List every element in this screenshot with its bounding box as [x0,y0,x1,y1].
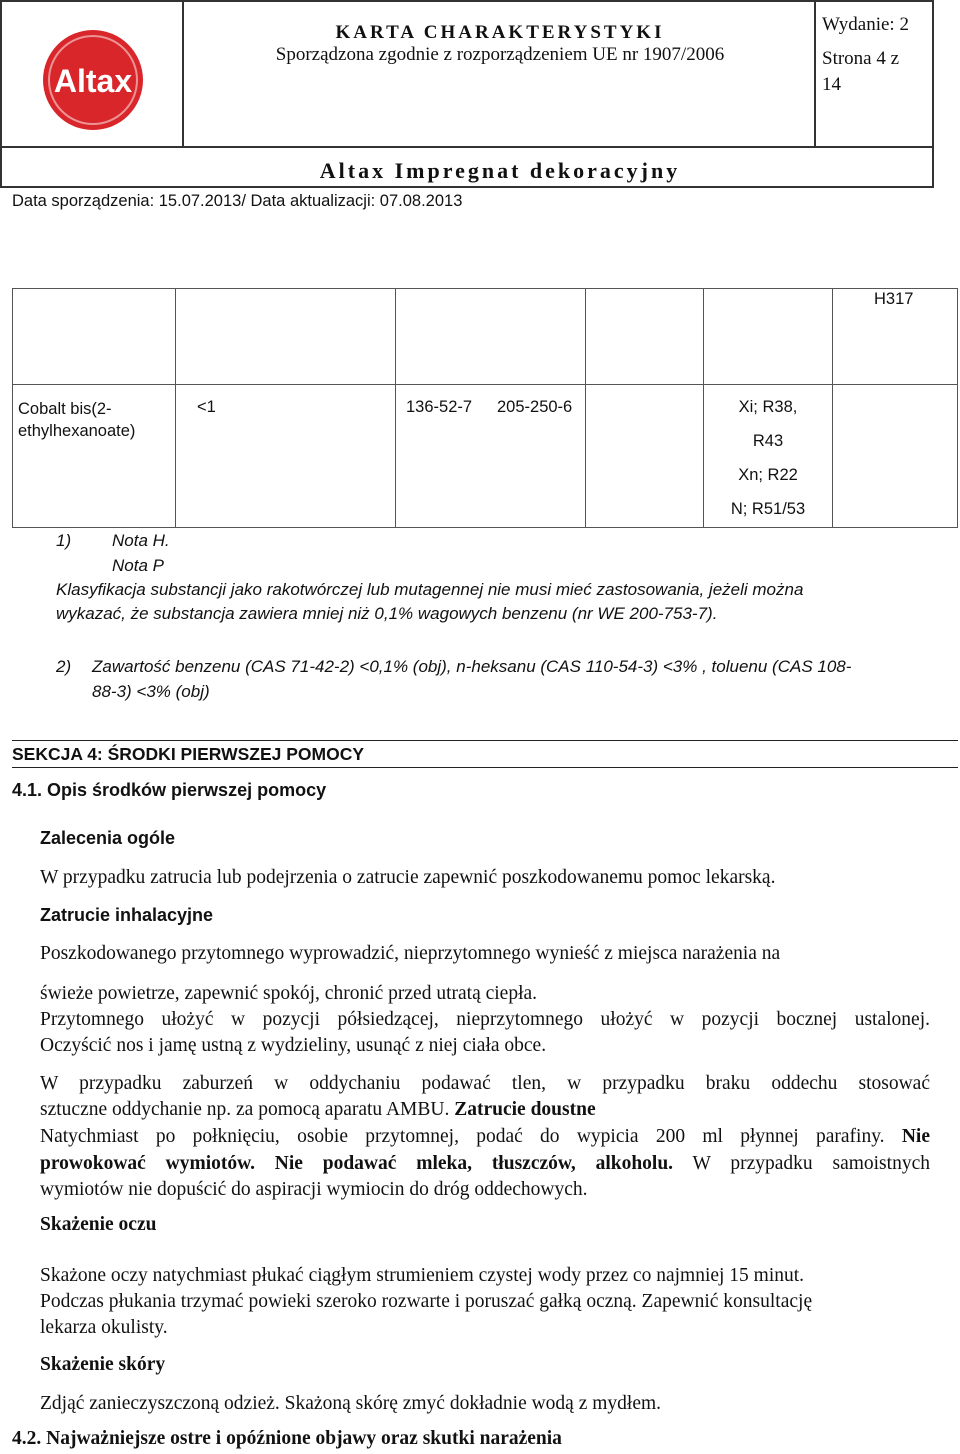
inhal-line-4: Oczyścić nos i jamę ustną z wydzieliny, usunąć z niej ciała obce. [40,1035,547,1056]
altax-logo [38,30,148,130]
subsection-4-1: 4.1. Opis środków pierwszej pomocy [12,780,327,800]
note1-text-1: Klasyfikacja substancji jako rakotwórczej lub mutagennej nie musi mieć zastosowania, jeżeli można [56,580,804,599]
note1-marker: 1) [56,531,72,550]
doc-dates: Data sporządzenia: 15.07.2013/ Data aktualizacji: 07.08.2013 [12,192,463,210]
section-heading: SEKCJA 4: ŚRODKI PIERWSZEJ POMOCY [12,740,958,768]
inhal-line-6: sztuczne oddychanie np. za pomocą aparatu AMBU. [40,1099,450,1120]
skory-text: Zdjąć zanieczyszczoną odzież. Skażoną skórę zmyć dokładnie wodą z mydłem. [40,1393,662,1414]
table-cell-concentration: <1 [197,398,216,416]
table-cell-class-4: N; R51/53 [730,500,806,518]
inhal-line-5: W przypadku zaburzeń w oddychaniu podawać tlen, w przypadku braku oddechu stosować [40,1073,930,1094]
inhal-line-2: świeże powietrze, zapewnić spokój, chronić przed utratą ciepła. [40,983,538,1004]
note2-marker: 2) [56,657,72,676]
page-number: Strona 4 z 14 [822,48,900,95]
table-cell-class-3: Xn; R22 [738,466,798,484]
inhal-title: Zatrucie inhalacyjne [40,905,214,925]
table-cell-cas: 136-52-7 [406,398,473,416]
note2-text-2: 88-3) <3% (obj) [92,682,210,701]
note1-text-2: wykazać, że substancja zawiera mniej niż 0,1% wagowych benzenu (nr WE 200-753-7). [56,604,718,623]
subsection-4-2: 4.2. Najważniejsze ostre i opóźnione objawy oraz skutki narażenia [12,1428,562,1449]
doustne-line-1: Natychmiast po połknięciu, osobie przytomnej, podać do wypicia 200 ml płynnej parafiny. [40,1126,885,1147]
table-cell-hazard: H317 [874,290,914,308]
doustne-line-2: W przypadku samoistnych [692,1153,930,1174]
zalecenia-text: W przypadku zatrucia lub podejrzenia o zatrucie zapewnić poszkodowanemu pomoc lekarską. [40,867,776,888]
doustne-bold-1: Nie [901,1126,930,1147]
doc-title: KARTA CHARAKTERYSTYKI [335,22,665,43]
product-name: Altax Impregnat dekoracyjny [319,158,681,183]
note1-sub: Nota P [112,556,164,575]
table-cell-class-1: Xi; R38, [738,398,798,416]
inhal-line-3: Przytomnego ułożyć w pozycji półsiedzącej, nieprzytomnego ułożyć w pozycji bocznej ustalonej. [40,1009,930,1030]
doustne-line-3: wymiotów nie dopuścić do aspiracji wymiocin do dróg oddechowych. [40,1179,588,1200]
doc-subtitle: Sporządzona zgodnie z rozporządzeniem UE nr 1907/2006 [275,44,725,65]
inhal-line-1: Poszkodowanego przytomnego wyprowadzić, nieprzytomnego wynieść z miejsca narażenia na [40,943,781,964]
zalecenia-title: Zalecenia ogóle [40,828,176,848]
logo-text: Altax [53,63,133,99]
edition-label: Wydanie: 2 [822,14,909,35]
table-cell-class-2: R43 [752,432,784,450]
skory-title: Skażenie skóry [40,1354,166,1375]
note2-text-1: Zawartość benzenu (CAS 71-42-2) <0,1% (obj), n-heksanu (CAS 110-54-3) <3% , toluenu (CAS 108- [92,657,852,676]
oczu-title: Skażenie oczu [40,1214,157,1235]
note1-title: Nota H. [112,531,170,550]
doustne-bold-2: prowokować wymiotów. Nie podawać mleka, tłuszczów, alkoholu. [40,1153,674,1174]
table-row-divider [12,384,958,385]
oczu-line-3: lekarza okulisty. [40,1317,168,1338]
oczu-line-2: Podczas płukania trzymać powieki szeroko rozwarte i poruszać gałką oczną. Zapewnić konsultację [40,1291,813,1312]
oczu-line-1: Skażone oczy natychmiast płukać ciągłym strumieniem czystej wody przez co najmniej 15 minut. [40,1265,805,1286]
doustne-title: Zatrucie doustne [454,1099,596,1120]
table-cell-we: 205-250-6 [497,398,573,416]
header-divider [0,146,934,148]
table-cell-substance: Cobalt bis(2-ethylhexanoate) [18,400,136,440]
